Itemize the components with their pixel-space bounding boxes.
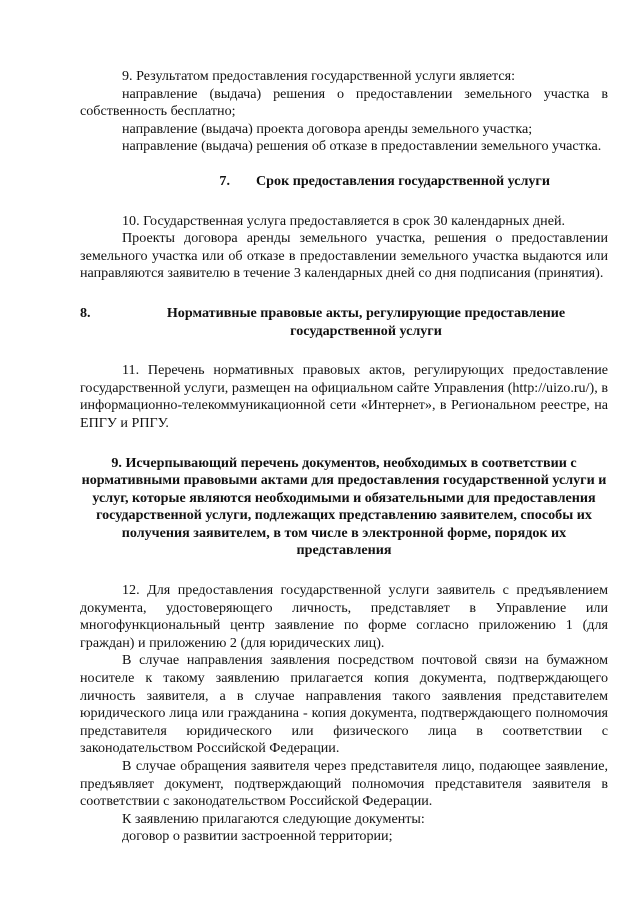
- section-9-heading: 9. Исчерпывающий перечень документов, необходимых в соответствии с нормативными правовыми актами для предоставления государственной услуги и услуг, которые являются необходимыми и обязательными для предоставления государственной услуги, подлежащих представлению заявителем, способы их получения заявителем, в том числе в электронной форме, порядок их представления: [81, 454, 607, 559]
- item-10-para-1: 10. Государственная услуга предоставляется в срок 30 календарных дней.: [122, 212, 566, 229]
- item-12-para-5: договор о развитии застроенной территории;: [122, 828, 393, 845]
- section-7-title: Срок предоставления государственной услуги: [256, 172, 550, 189]
- section-8-number: 8.: [80, 304, 91, 321]
- section-7-number: 7.: [219, 172, 230, 189]
- item-11-para: 11. Перечень нормативных правовых актов, регулирующих предоставление государственной услуги, размещен на официальном сайте Управления (http://uizo.ru/), в информационно-телекоммуникационной сети «Интернет», в Региональном реестре, на ЕПГУ и РПГУ.: [80, 362, 608, 431]
- item-9-line-3: направление (выдача) решения об отказе в предоставлении земельного участка.: [122, 138, 602, 155]
- item-9-line-1: направление (выдача) решения о предоставлении земельного участка в собственность бесплатно;: [80, 85, 608, 120]
- item-12-para-1: 12. Для предоставления государственной услуги заявитель с предъявлением документа, удостоверяющего личность, представляет в Управление или многофункциональный центр заявление по форме согласно приложению 1 (для граждан) и приложению 2 (для юридических лиц).: [80, 582, 608, 651]
- item-12-para-2: В случае направления заявления посредством почтовой связи на бумажном носителе к такому заявлению прилагается копия документа, подтверждающего личность заявителя, а в случае направления такого заявления представителем юридического лица или гражданина - копия документа, подтверждающего полномочия представителя юридического или физического лица в соответствии с законодательством Российской Федерации.: [80, 652, 608, 757]
- document-body: [80, 68, 608, 846]
- item-12-para-3: В случае обращения заявителя через представителя лицо, подающее заявление, предъявляет документ, подтверждающий полномочия представителя заявителя в соответствии с законодательством Российской Федерации.: [80, 758, 608, 810]
- section-7-heading: [80, 173, 608, 191]
- section-8-title: Нормативные правовые акты, регулирующие предоставление государственной услуги: [166, 304, 566, 339]
- item-12-para-4: К заявлению прилагаются следующие документы:: [122, 810, 425, 827]
- item-10-para-2: Проекты договора аренды земельного участка, решения о предоставлении земельного участка или об отказе в предоставлении земельного участка выдаются или направляются заявителю в течение 3 календарных дней со дня подписания (принятия).: [80, 230, 608, 282]
- item-9-lead: 9. Результатом предоставления государственной услуги является:: [122, 68, 516, 84]
- section-8-heading: [80, 305, 608, 340]
- item-9-line-2: направление (выдача) проекта договора аренды земельного участка;: [122, 120, 533, 137]
